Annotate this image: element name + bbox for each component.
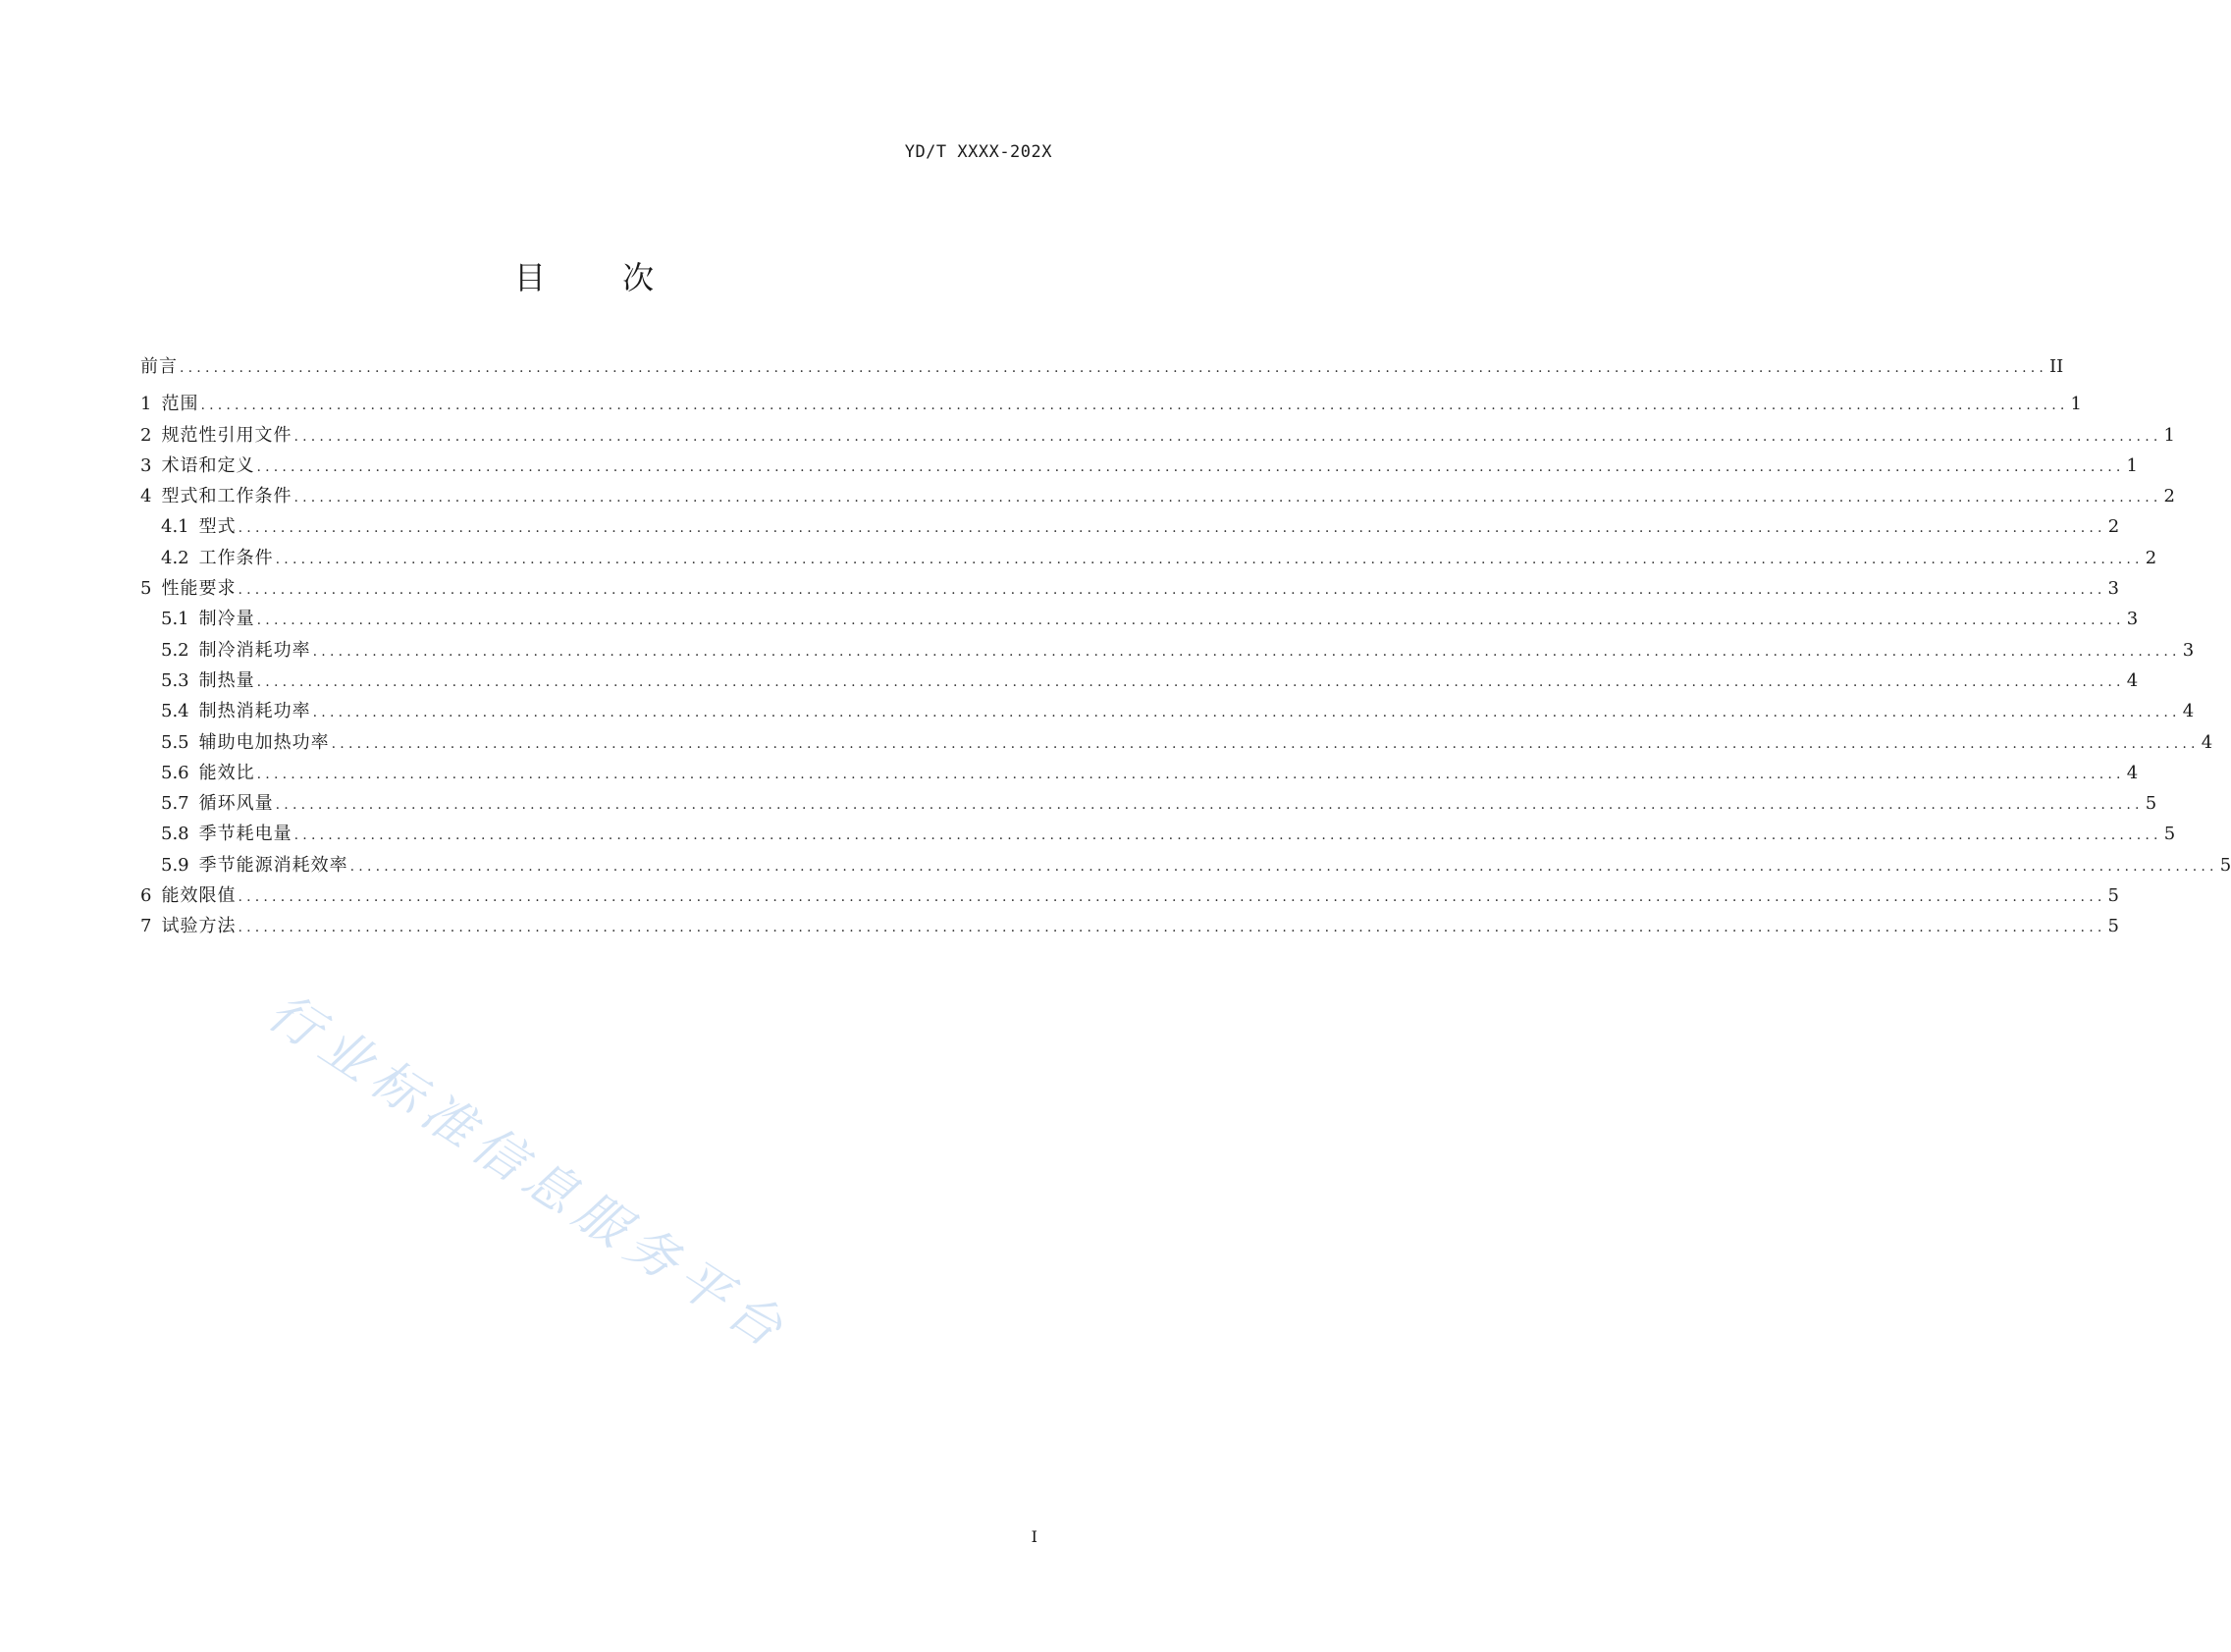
toc-entry[interactable]	[140, 511, 2120, 542]
toc-entry[interactable]	[140, 351, 2064, 382]
toc-entry-label: 工作条件	[198, 547, 274, 568]
toc-entry[interactable]	[140, 573, 2119, 604]
toc-entry-label: 能效限值	[161, 885, 237, 907]
toc-leader-dots: ............................................................................................................................................................................................................................	[238, 889, 2106, 906]
toc-entry[interactable]	[140, 880, 2119, 911]
watermark: 行业标准信息服务平台	[257, 982, 800, 1363]
table-of-contents	[140, 351, 2231, 942]
toc-entry-page: 4	[2126, 669, 2139, 691]
toc-entry-number: 5.5	[161, 731, 189, 753]
toc-entry-label: 范围	[161, 394, 199, 415]
toc-entry-number: 7	[140, 916, 152, 937]
toc-entry-label: 制热量	[198, 669, 255, 691]
toc-entry-page: 4	[2126, 762, 2139, 783]
toc-entry-label: 季节能源消耗效率	[198, 854, 348, 876]
toc-entry-label: 型式	[198, 516, 237, 538]
toc-entry-page: 1	[2163, 424, 2175, 446]
toc-entry[interactable]	[140, 604, 2139, 634]
toc-leader-dots: ............................................................................................................................................................................................................................	[312, 643, 2181, 660]
toc-leader-dots: ............................................................................................................................................................................................................................	[275, 797, 2144, 814]
toc-leader-dots: ............................................................................................................................................................................................................................	[293, 428, 2162, 445]
toc-leader-dots: ............................................................................................................................................................................................................................	[293, 490, 2162, 506]
toc-entry-label: 性能要求	[161, 578, 237, 600]
toc-leader-dots: ............................................................................................................................................................................................................................	[331, 735, 2200, 752]
toc-leader-dots: ............................................................................................................................................................................................................................	[293, 827, 2162, 844]
toc-entry[interactable]	[140, 911, 2119, 941]
toc-entry-label: 规范性引用文件	[161, 424, 292, 446]
toc-entry-page: 2	[2163, 486, 2175, 507]
toc-entry[interactable]	[140, 389, 2082, 419]
toc-entry-number: 4	[140, 486, 152, 507]
toc-entry-number: 5.2	[161, 639, 189, 661]
toc-leader-dots: ............................................................................................................................................................................................................................	[256, 766, 2125, 782]
toc-entry-page: 2	[2145, 547, 2157, 568]
toc-entry-number: 5.3	[161, 669, 189, 691]
toc-entry[interactable]	[140, 696, 2195, 726]
toc-entry[interactable]	[140, 788, 2157, 819]
toc-entry-number: 5	[140, 578, 152, 600]
toc-entry-page: 5	[2107, 916, 2119, 937]
toc-entry-page: 5	[2107, 885, 2119, 907]
toc-entry-page: 5	[2219, 854, 2231, 876]
toc-leader-dots: ............................................................................................................................................................................................................................	[200, 398, 2069, 414]
document-code: YD/T XXXX-202X	[904, 142, 1052, 162]
toc-leader-dots: ............................................................................................................................................................................................................................	[256, 613, 2125, 629]
toc-leader-dots: ............................................................................................................................................................................................................................	[238, 582, 2106, 599]
toc-entry-page: 5	[2145, 793, 2157, 815]
toc-entry-number: 4.2	[161, 547, 189, 568]
toc-entry[interactable]	[140, 543, 2157, 573]
toc-entry-label: 试验方法	[161, 916, 237, 937]
toc-entry-number: 4.1	[161, 516, 189, 538]
toc-entry-page: 3	[2182, 639, 2195, 661]
toc-entry-number: 3	[140, 454, 152, 476]
toc-entry-page: 3	[2126, 609, 2139, 630]
toc-leader-dots: ............................................................................................................................................................................................................................	[312, 705, 2181, 721]
toc-entry-page: II	[2049, 356, 2064, 377]
toc-entry-label: 型式和工作条件	[161, 486, 292, 507]
toc-entry-label: 能效比	[198, 762, 255, 783]
toc-entry[interactable]	[140, 819, 2176, 849]
toc-entry-page: 3	[2107, 578, 2119, 600]
toc-leader-dots: ............................................................................................................................................................................................................................	[256, 673, 2125, 690]
toc-entry-label: 循环风量	[198, 793, 274, 815]
toc-entry[interactable]	[140, 635, 2195, 666]
toc-leader-dots: ............................................................................................................................................................................................................................	[349, 858, 2218, 875]
toc-entry[interactable]	[140, 451, 2138, 481]
toc-entry-label: 季节耗电量	[198, 824, 292, 845]
toc-entry[interactable]	[140, 727, 2213, 758]
toc-entry-label: 术语和定义	[161, 454, 255, 476]
toc-entry-label: 辅助电加热功率	[198, 731, 330, 753]
toc-entry-number: 5.8	[161, 824, 189, 845]
toc-entry-number: 5.7	[161, 793, 189, 815]
toc-entry-label: 前言	[140, 356, 178, 377]
toc-entry-number: 6	[140, 885, 152, 907]
toc-leader-dots: ............................................................................................................................................................................................................................	[238, 920, 2106, 936]
page-number: I	[1031, 1527, 1037, 1546]
toc-leader-dots: ............................................................................................................................................................................................................................	[275, 551, 2144, 567]
toc-entry-page: 1	[2070, 394, 2082, 415]
toc-entry-page: 2	[2107, 516, 2120, 538]
toc-entry[interactable]	[140, 758, 2139, 788]
toc-entry-page: 1	[2126, 454, 2138, 476]
toc-entry-page: 4	[2201, 731, 2213, 753]
toc-entry-number: 1	[140, 394, 152, 415]
toc-entry-page: 5	[2163, 824, 2176, 845]
toc-leader-dots: ............................................................................................................................................................................................................................	[180, 360, 2048, 376]
toc-entry[interactable]	[140, 481, 2175, 511]
toc-leader-dots: ............................................................................................................................................................................................................................	[238, 520, 2106, 537]
toc-entry[interactable]	[140, 666, 2139, 696]
toc-entry-number: 5.6	[161, 762, 189, 783]
toc-entry-label: 制冷量	[198, 609, 255, 630]
page-title: 目 次	[513, 259, 688, 296]
toc-leader-dots: ............................................................................................................................................................................................................................	[256, 458, 2125, 475]
toc-entry-number: 5.9	[161, 854, 189, 876]
toc-entry-label: 制热消耗功率	[198, 701, 311, 722]
toc-entry-number: 5.1	[161, 609, 189, 630]
toc-entry-number: 5.4	[161, 701, 189, 722]
toc-entry-number: 2	[140, 424, 152, 446]
toc-entry-label: 制冷消耗功率	[198, 639, 311, 661]
toc-entry-page: 4	[2182, 701, 2195, 722]
toc-entry[interactable]	[140, 850, 2231, 880]
toc-entry[interactable]	[140, 420, 2175, 451]
